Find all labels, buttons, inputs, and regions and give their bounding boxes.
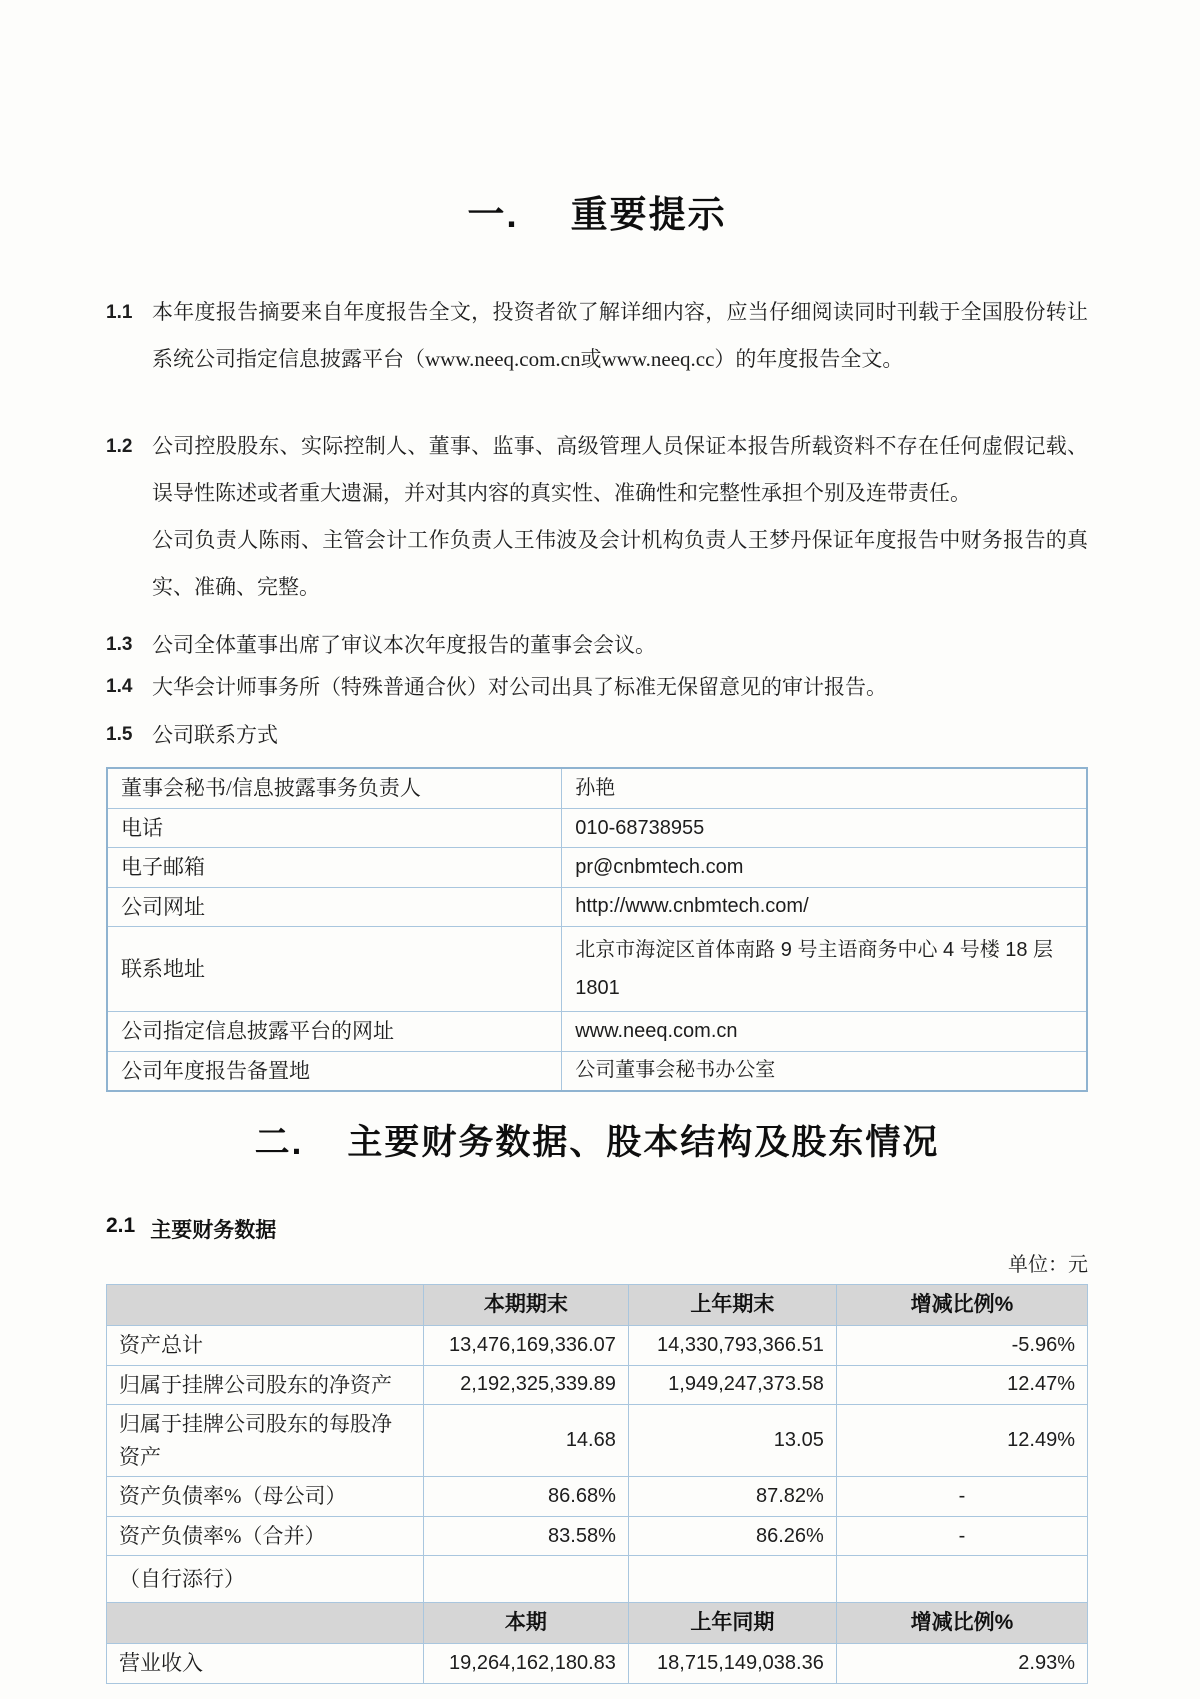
- table-row: [107, 887, 1087, 926]
- table-row-debt-ratio-consolidated: [107, 1516, 1088, 1556]
- item-number: 1.2: [106, 436, 133, 458]
- item-text: 大华会计师事务所（特殊普通合伙）对公司出具了标准无保留意见的审计报告。: [152, 675, 887, 700]
- item-text: 公司全体董事出席了审议本次年度报告的董事会会议。: [152, 633, 656, 658]
- table-row-placeholder: [107, 1556, 1088, 1603]
- section2-number: 二.: [254, 1123, 304, 1163]
- cell-prior: 86.26%: [628, 1516, 836, 1556]
- table-row: [107, 1012, 1087, 1051]
- financial-table: [106, 1284, 1088, 1684]
- item-1-3: [106, 625, 1088, 665]
- cell-label: 归属于挂牌公司股东的净资产: [107, 1365, 424, 1405]
- cell-label: 电子邮箱: [107, 848, 562, 887]
- cell-change: -: [836, 1516, 1087, 1556]
- cell-current: [423, 1556, 628, 1603]
- cell-value: pr@cnbmtech.com: [562, 848, 1087, 887]
- item-number: 1.4: [106, 676, 133, 698]
- subsection-number: 2.1: [106, 1214, 136, 1238]
- header-row-period-end: [107, 1285, 1088, 1326]
- unit-label: 单位：元: [1008, 1254, 1088, 1277]
- cell-label: 资产负债率%（母公司）: [107, 1477, 424, 1517]
- cell-prior: 13.05: [628, 1405, 836, 1477]
- cell-label: 资产总计: [107, 1326, 424, 1366]
- table-row-total-assets: [107, 1326, 1088, 1366]
- section1-title: 重要提示: [570, 194, 727, 235]
- cell-change: -: [836, 1477, 1087, 1517]
- cell-value: 010-68738955: [562, 808, 1087, 847]
- table-row-operating-revenue: [107, 1644, 1088, 1684]
- section1-heading: [106, 193, 1088, 237]
- cell-value: 公司董事会秘书办公室: [562, 1051, 1087, 1091]
- cell-label: （自行添行）: [107, 1556, 424, 1603]
- contact-table: [106, 767, 1088, 1092]
- col-header-prior-year-same-period: 上年同期: [628, 1603, 836, 1644]
- subsection-title: 主要财务数据: [150, 1219, 277, 1243]
- cell-current: 13,476,169,336.07: [423, 1326, 628, 1366]
- table-row: [107, 768, 1087, 808]
- cell-value: 北京市海淀区首体南路 9 号主语商务中心 4 号楼 18 层 1801: [562, 927, 1087, 1012]
- table-row: [107, 808, 1087, 847]
- table-row-net-assets: [107, 1365, 1088, 1405]
- table-row: [107, 848, 1087, 887]
- cell-label: 公司指定信息披露平台的网址: [107, 1012, 562, 1051]
- cell-current: 83.58%: [423, 1516, 628, 1556]
- table-row: [107, 927, 1087, 1012]
- cell-prior: 14,330,793,366.51: [628, 1326, 836, 1366]
- table-row: [107, 1051, 1087, 1091]
- item-number: 1.3: [106, 634, 133, 656]
- item-text: 本年度报告摘要来自年度报告全文，投资者欲了解详细内容，应当仔细阅读同时刊载于全国股份转让系统公司指定信息披露平台（www.neeq.com.cn或www.neeq.cc）的年度报告全文。: [152, 300, 1088, 372]
- cell-change: -5.96%: [836, 1326, 1087, 1366]
- cell-change: 2.93%: [836, 1644, 1087, 1684]
- item-text: 公司控股股东、实际控制人、董事、监事、高级管理人员保证本报告所载资料不存在任何虚假记载、误导性陈述或者重大遗漏，并对其内容的真实性、准确性和完整性承担个别及连带责任。: [152, 434, 1088, 506]
- cell-prior: 87.82%: [628, 1477, 836, 1517]
- cell-prior: [628, 1556, 836, 1603]
- cell-prior: 18,715,149,038.36: [628, 1644, 836, 1684]
- cell-change: 12.49%: [836, 1405, 1087, 1477]
- cell-value: 孙艳: [562, 768, 1087, 808]
- item-1-1: [106, 289, 1088, 383]
- col-header-blank: [107, 1603, 424, 1644]
- cell-label: 公司网址: [107, 887, 562, 926]
- header-row-current-period: [107, 1603, 1088, 1644]
- cell-current: 14.68: [423, 1405, 628, 1477]
- cell-label: 营业收入: [107, 1644, 424, 1684]
- col-header-current-period: 本期: [423, 1603, 628, 1644]
- table-row-debt-ratio-parent: [107, 1477, 1088, 1517]
- subsection-2-1-heading: [106, 1214, 1088, 1244]
- item-1-2-continued: 公司负责人陈雨、主管会计工作负责人王伟波及会计机构负责人王梦丹保证年度报告中财务报告的真实、准确、完整。: [152, 528, 1088, 600]
- cell-value: www.neeq.com.cn: [562, 1012, 1087, 1051]
- col-header-prior-year-end: 上年期末: [628, 1285, 836, 1326]
- cell-current: 86.68%: [423, 1477, 628, 1517]
- cell-label: 归属于挂牌公司股东的每股净资产: [107, 1405, 424, 1477]
- section2-heading: [106, 1122, 1088, 1164]
- cell-label: 董事会秘书/信息披露事务负责人: [107, 768, 562, 808]
- cell-value: http://www.cnbmtech.com/: [562, 887, 1087, 926]
- col-header-current-period-end: 本期期末: [423, 1285, 628, 1326]
- cell-label: 电话: [107, 808, 562, 847]
- item-1-4: [106, 667, 1088, 707]
- col-header-change-ratio: 增减比例%: [836, 1603, 1087, 1644]
- item-1-5: [106, 715, 1088, 755]
- item-number: 1.5: [106, 724, 133, 746]
- cell-label: 联系地址: [107, 927, 562, 1012]
- cell-label: 资产负债率%（合并）: [107, 1516, 424, 1556]
- item-1-2: [106, 423, 1088, 517]
- cell-change: [836, 1556, 1087, 1603]
- cell-prior: 1,949,247,373.58: [628, 1365, 836, 1405]
- section2-title: 主要财务数据、股本结构及股东情况: [347, 1123, 940, 1163]
- col-header-blank: [107, 1285, 424, 1326]
- table-row-net-assets-per-share: [107, 1405, 1088, 1477]
- item-text: 公司联系方式: [152, 723, 278, 748]
- col-header-change-ratio: 增减比例%: [836, 1285, 1087, 1326]
- cell-change: 12.47%: [836, 1365, 1087, 1405]
- cell-current: 19,264,162,180.83: [423, 1644, 628, 1684]
- cell-label: 公司年度报告备置地: [107, 1051, 562, 1091]
- section1-number: 一.: [467, 194, 519, 235]
- cell-current: 2,192,325,339.89: [423, 1365, 628, 1405]
- item-number: 1.1: [106, 302, 133, 324]
